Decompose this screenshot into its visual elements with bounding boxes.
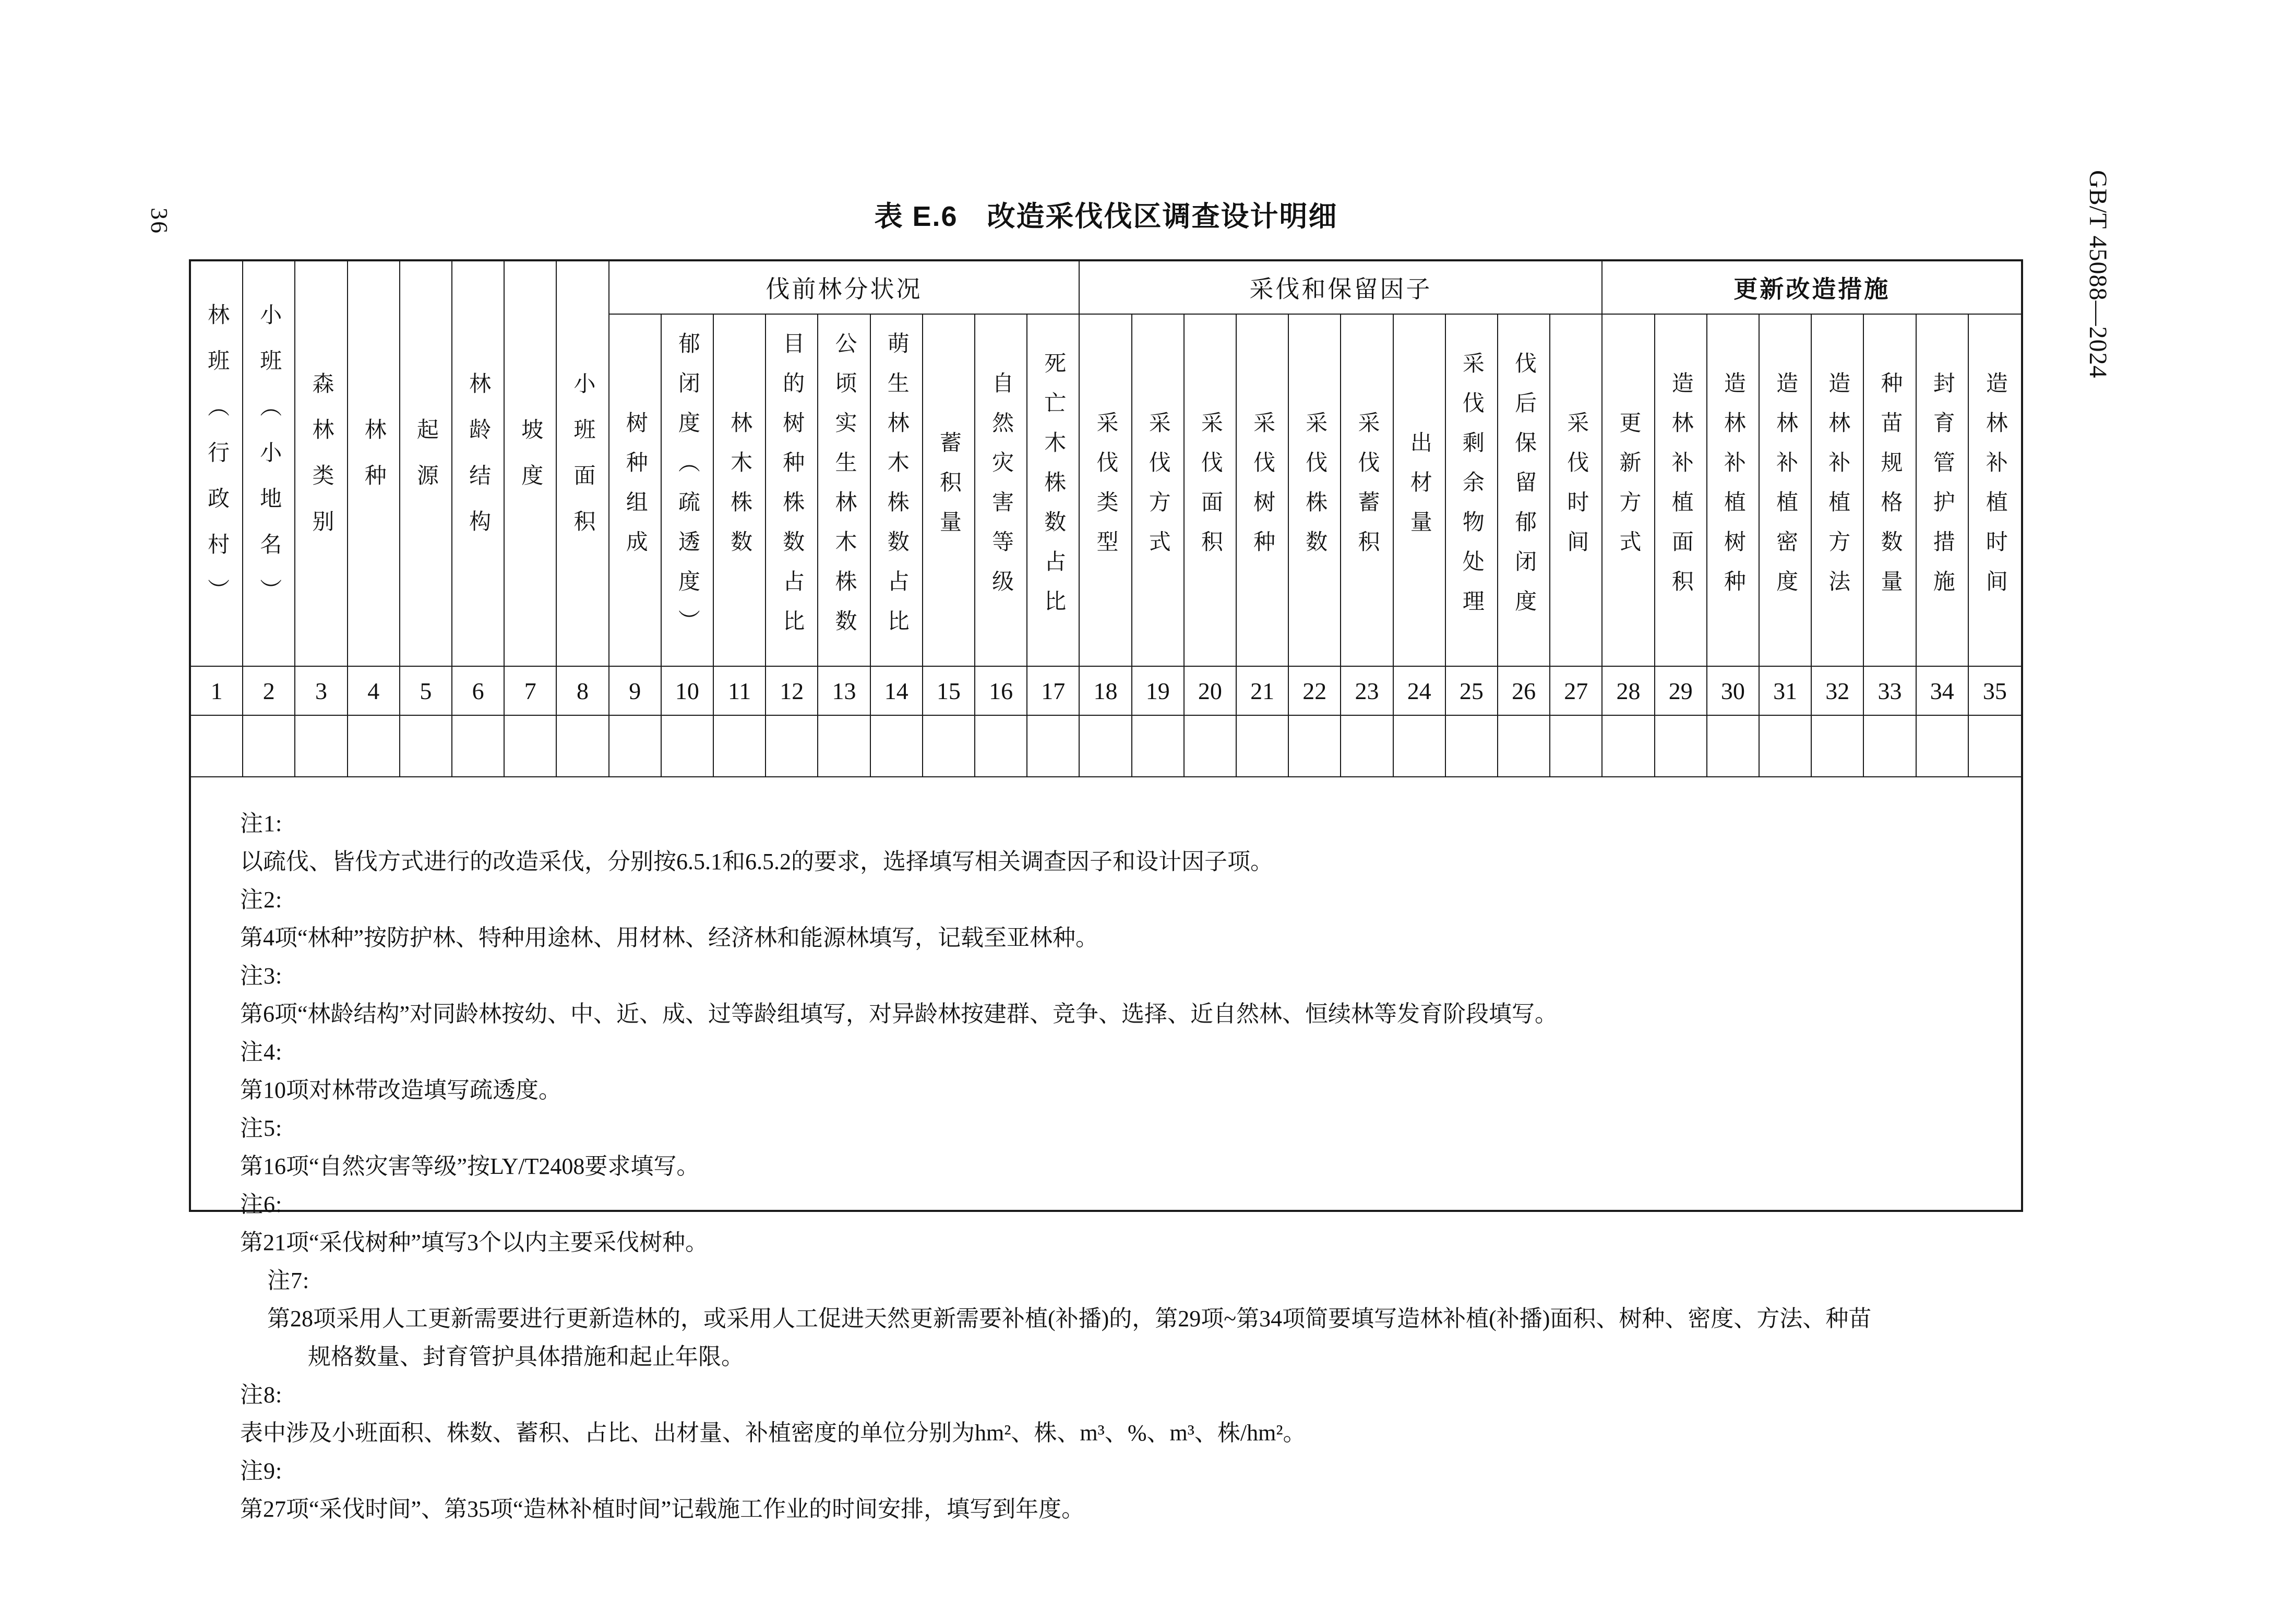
empty-cell-col19 [1132,716,1185,777]
empty-cell-col9 [609,716,662,777]
column-number-34: 34 [1917,667,1969,716]
table-header-grid [191,261,2021,777]
note-line-4 [240,1033,2000,1109]
group-header-3: 更新改造措施 [1603,261,2021,315]
column-number-25: 25 [1446,667,1498,716]
note-label-5: 注5: [240,1115,283,1141]
header-cell-col7: 坡度 [505,261,557,667]
column-number-22: 22 [1289,667,1341,716]
header-cell-col11: 林木株数 [714,315,766,667]
note-line-7 [267,1261,2000,1338]
column-number-27: 27 [1550,667,1603,716]
header-cell-col10: 郁闭度（疏透度） [662,315,714,667]
header-cell-col31: 造林补植密度 [1760,315,1812,667]
note-label-7: 注7: [267,1268,310,1293]
header-cell-col2: 小班（小地名） [243,261,295,667]
empty-cell-col11 [714,716,766,777]
note-line-1 [240,804,2000,881]
group-header-1: 伐前林分状况 [609,261,1080,315]
column-number-33: 33 [1864,667,1916,716]
empty-cell-col16 [975,716,1027,777]
column-number-14: 14 [871,667,923,716]
note-label-6: 注6: [240,1192,283,1217]
header-cell-col9: 树种组成 [609,315,662,667]
table-title: 表 E.6 改造采伐伐区调查设计明细 [874,201,1338,232]
empty-cell-col15 [923,716,975,777]
column-number-2: 2 [243,667,295,716]
empty-cell-col22 [1289,716,1341,777]
notes-section [191,777,2021,1528]
header-cell-col25: 采伐剩余物处理 [1446,315,1498,667]
column-number-13: 13 [818,667,870,716]
header-cell-col24: 出材量 [1394,315,1446,667]
header-cell-col33: 种苗规格数量 [1864,315,1916,667]
header-cell-col26: 伐后保留郁闭度 [1498,315,1550,667]
note-text-9: 表中涉及小班面积、株数、蓄积、占比、出材量、补植密度的单位分别为hm²、株、m³、%、m³、株/hm²。 [240,1420,1306,1446]
column-number-18: 18 [1080,667,1132,716]
column-number-21: 21 [1237,667,1289,716]
column-number-6: 6 [452,667,505,716]
survey-table [189,259,2023,1522]
note-line-3 [240,957,2000,1033]
column-number-28: 28 [1603,667,1655,716]
header-cell-col15: 蓄积量 [923,315,975,667]
column-number-7: 7 [505,667,557,716]
standard-code: GB/T 45088—2024 [2084,170,2112,379]
header-cell-col16: 自然灾害等级 [975,315,1027,667]
note-label-3: 注3: [240,963,283,989]
empty-cell-col3 [295,716,348,777]
header-cell-col28: 更新方式 [1603,315,1655,667]
empty-cell-col34 [1917,716,1969,777]
note-text-2: 第4项“林种”按防护林、特种用途林、用材林、经济林和能源林填写，记载至亚林种。 [240,925,1099,951]
empty-cell-col18 [1080,716,1132,777]
empty-cell-col31 [1760,716,1812,777]
header-cell-col14: 萌生林木株数占比 [871,315,923,667]
empty-cell-col33 [1864,716,1916,777]
column-number-4: 4 [348,667,400,716]
empty-cell-col24 [1394,716,1446,777]
empty-cell-col7 [505,716,557,777]
header-cell-col32: 造林补植方法 [1812,315,1864,667]
empty-cell-col12 [766,716,818,777]
column-number-11: 11 [714,667,766,716]
empty-cell-col29 [1655,716,1707,777]
note-text-7: 第28项采用人工更新需要进行更新造林的，或采用人工促进天然更新需要补植(补播)的，第29项~第34项简要填写造林补植(补播)面积、树种、密度、方法、种苗 [267,1306,1872,1331]
header-cell-col20: 采伐面积 [1185,315,1237,667]
note-line-9 [240,1376,2000,1452]
empty-cell-col8 [557,716,609,777]
header-cell-col27: 采伐时间 [1550,315,1603,667]
empty-cell-col35 [1969,716,2021,777]
group-header-2: 采伐和保留因子 [1080,261,1603,315]
note-text-4: 第10项对林带改造填写疏透度。 [240,1077,561,1103]
note-label-2: 注2: [240,887,283,912]
column-number-26: 26 [1498,667,1550,716]
header-cell-col13: 公顷实生林木株数 [818,315,870,667]
header-cell-col21: 采伐树种 [1237,315,1289,667]
column-number-8: 8 [557,667,609,716]
column-number-35: 35 [1969,667,2021,716]
empty-cell-col1 [191,716,243,777]
column-number-1: 1 [191,667,243,716]
column-number-29: 29 [1655,667,1707,716]
column-number-32: 32 [1812,667,1864,716]
empty-cell-col4 [348,716,400,777]
column-number-20: 20 [1185,667,1237,716]
header-cell-col18: 采伐类型 [1080,315,1132,667]
column-number-31: 31 [1760,667,1812,716]
header-cell-col8: 小班面积 [557,261,609,667]
empty-cell-col13 [818,716,870,777]
column-number-19: 19 [1132,667,1185,716]
column-number-9: 9 [609,667,662,716]
note-label-10: 注9: [240,1458,283,1484]
column-number-17: 17 [1027,667,1080,716]
note-line-6 [240,1185,2000,1261]
note-text-10: 第27项“采伐时间”、第35项“造林补植时间”记载施工作业的时间安排，填写到年度。 [240,1496,1085,1522]
header-cell-col4: 林种 [348,261,400,667]
note-label-1: 注1: [240,811,283,836]
note-text-1: 以疏伐、皆伐方式进行的改造采伐，分别按6.5.1和6.5.2的要求，选择填写相关调查因子和设计因子项。 [240,849,1273,874]
column-number-24: 24 [1394,667,1446,716]
empty-cell-col14 [871,716,923,777]
note-text-3: 第6项“林龄结构”对同龄林按幼、中、近、成、过等龄组填写，对异龄林按建群、竞争、选择、近自然林、恒续林等发育阶段填写。 [240,1001,1558,1027]
note-text-5: 第16项“自然灾害等级”按LY/T2408要求填写。 [240,1154,700,1179]
page-number: 36 [146,208,173,235]
header-cell-col12: 目的树种株数占比 [766,315,818,667]
header-cell-col35: 造林补植时间 [1969,315,2021,667]
note-label-9: 注8: [240,1382,283,1408]
note-line-2 [240,881,2000,957]
header-cell-col34: 封育管护措施 [1917,315,1969,667]
note-line-10 [240,1452,2000,1528]
header-cell-col6: 林龄结构 [452,261,505,667]
empty-cell-col30 [1707,716,1760,777]
column-number-15: 15 [923,667,975,716]
empty-cell-col26 [1498,716,1550,777]
empty-cell-col6 [452,716,505,777]
empty-cell-col20 [1185,716,1237,777]
column-number-12: 12 [766,667,818,716]
column-number-23: 23 [1341,667,1393,716]
note-line-5 [240,1109,2000,1185]
empty-cell-col17 [1027,716,1080,777]
note-label-4: 注4: [240,1039,283,1065]
column-number-5: 5 [400,667,452,716]
note-text-6: 第21项“采伐树种”填写3个以内主要采伐树种。 [240,1230,709,1255]
empty-cell-col23 [1341,716,1393,777]
empty-cell-col2 [243,716,295,777]
column-number-16: 16 [975,667,1027,716]
header-cell-col3: 森林类别 [295,261,348,667]
header-cell-col17: 死亡木株数占比 [1027,315,1080,667]
header-cell-col23: 采伐蓄积 [1341,315,1393,667]
header-cell-col5: 起源 [400,261,452,667]
empty-cell-col27 [1550,716,1603,777]
empty-cell-col32 [1812,716,1864,777]
note-line-8 [308,1338,2000,1376]
note-text-8: 规格数量、封育管护具体措施和起止年限。 [308,1344,744,1369]
empty-cell-col5 [400,716,452,777]
column-number-10: 10 [662,667,714,716]
empty-cell-col28 [1603,716,1655,777]
empty-cell-col21 [1237,716,1289,777]
header-cell-col19: 采伐方式 [1132,315,1185,667]
column-number-30: 30 [1707,667,1760,716]
column-number-3: 3 [295,667,348,716]
header-cell-col30: 造林补植树种 [1707,315,1760,667]
empty-cell-col25 [1446,716,1498,777]
header-cell-col29: 造林补植面积 [1655,315,1707,667]
header-cell-col22: 采伐株数 [1289,315,1341,667]
empty-cell-col10 [662,716,714,777]
header-cell-col1: 林班（行政村） [191,261,243,667]
